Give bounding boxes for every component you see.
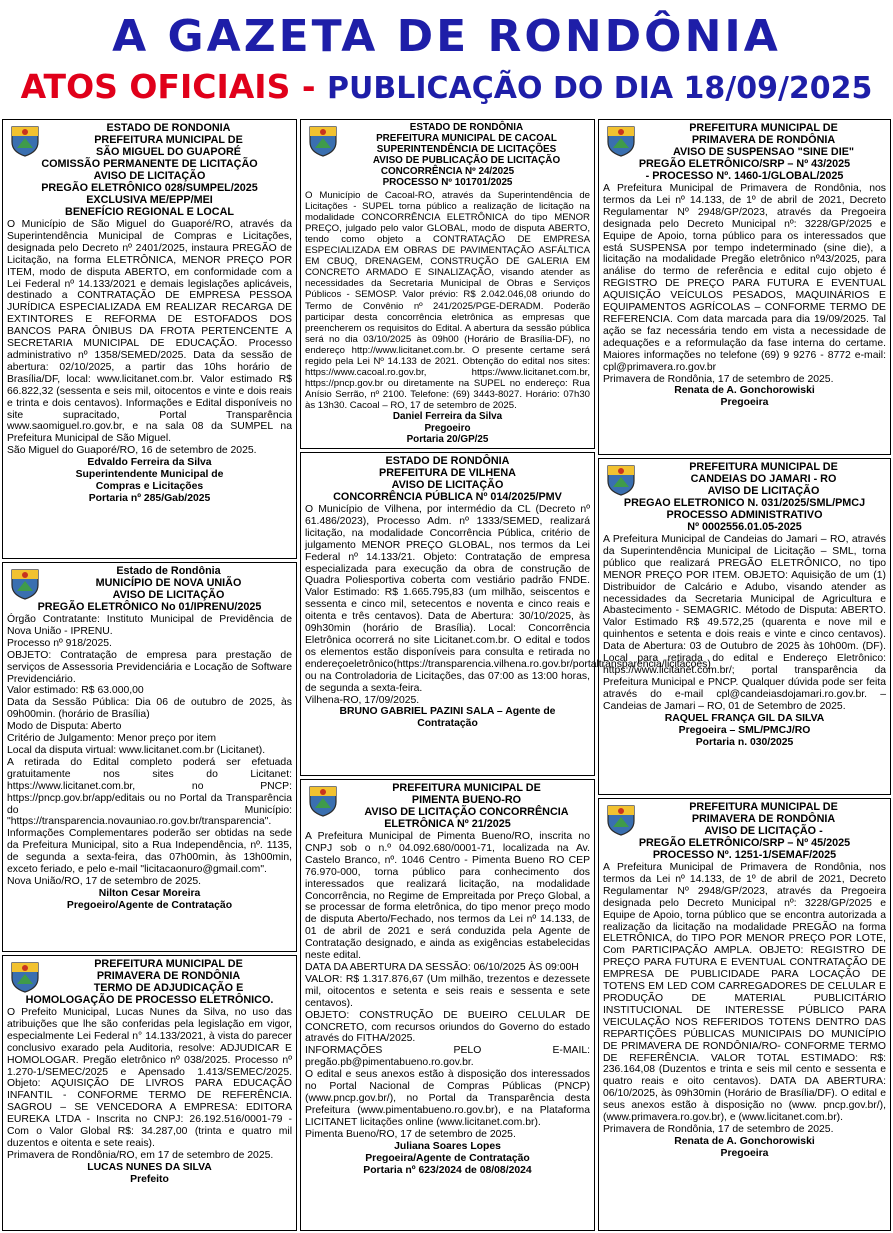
notice-paragraph: O Município de Vilhena, por intermédio da CL (Decreto nº 61.486/2023), Processo Adm. nº 1333/SEMED, realizará licitação, na modalidade Concorrência Pública, critério de julgamento MENOR PREÇO GLOBAL, nos termos da Lei Federal nº 14.133/21. Objeto: Contratação de empresa especializada para execução da obra de construção de Quadra Poliesportiva coberta com vestiário padrão FNDE. Valor Estimado: R$ 1.665.795,83 (um milhão, seiscentos e sessenta e cinco mil, setecentos e noventa e cinco reais e oitenta e três centavos). Data de Abertura: 30/10/2025, às 09h30min (horário de Brasília). Local: Concorrência Eletrônica ocorrerá no site Licitanet.com.br. O edital e todos os elementos estão disponíveis para consulta e retirada no endereçoeletrônico(https://transparencia.vilhena.ro.gov.br/portaltransparencia/licitacoes) ou na Controladoria de Licitações, das 07:00 as 13:00 horas, de segunda a sexta-feira.: [305, 504, 711, 694]
signature-line: Daniel Ferreira da Silva: [392, 411, 503, 423]
notice-paragraph: O Município de São Miguel do Guaporé/RO, através da Superintendência Municipal de Compras e Licitações, designada pelo Decreto nº 2401/2025, instaura PREGÃO de Licitação, na forma ELETRÔNICA, MENOR PREÇO POR ITEM, modo de disputa ABERTO, em conformidade com a Lei Federal nº 14.133/2021 e demais legislações aplicáveis, destinado a CONTRATAÇÃO DE EMPRESA PESSOA JURÍDICA ESPECIALIZADA EM REALIZAR RECARGA DE EXTINTORES E REFORMA DE ESTOFADOS DOS BANCOS PARA ÔNIBUS DA FROTA PERTENCENTE A SECRETARIA MUNICIPAL DE EDUCAÇÃO. Processo administrativo nº 1358/SEMED/2025. Data da sessão de abertura: 02/10/2025, a partir das 10hs horário de Brasília/DF, local: www.licitanet.com.br. Valor estimado R$ 66.822,32 (sessenta e seis mil, oitocentos e vinte e dois reais e trinta e dois centavos). Informações e Edital disponíveis no site supracitado, Portal Transparência www.saomiguel.ro.gov.br, e na sala 08 da SUMPEL na Prefeitura Municipal de São Miguel.: [7, 219, 292, 445]
notice-candeias: [598, 458, 891, 795]
notice-header-line: ESTADO DE RONDONIA: [106, 122, 231, 134]
notice-header-line: AVISO DE LICITAÇÃO: [93, 170, 206, 182]
notice-paragraph: Informações Complementares poderão ser obtidas na sede da Prefeitura Municipal, sito a Rua Independência, nº. 1135, de segunda a sexta-feira, das 07h00min, às 13h00min, exceto feriado, e pelo e-mail "licitacaonuro@gmail.com".: [7, 828, 292, 876]
notice-paragraph: VALOR: R$ 1.317.876,67 (Um milhão, trezentos e dezessete mil, oitocentos e setenta e seis reais e sessenta e sete centavos).: [305, 973, 590, 1009]
notice-header-line: PREFEITURA DE VILHENA: [379, 467, 516, 479]
notice-paragraph: DATA DA ABERTURA DA SESSÃO: 06/10/2025 ÀS 09:00H: [305, 961, 579, 973]
signature-line: Pregoeiro/Agente de Contratação: [66, 899, 233, 911]
notice-paragraph: Critério de Julgamento: Menor preço por item: [7, 733, 217, 745]
notice-body: [305, 504, 711, 706]
edition-subtitle: [0, 66, 893, 114]
notice-paragraph: Valor estimado: R$ 63.000,00: [7, 685, 144, 697]
notice-header-line: AVISO DE LICITAÇÃO -: [704, 825, 823, 837]
notice-signature: [603, 385, 886, 409]
notice-header-line: PREFEITURA MUNICIPAL DE: [689, 122, 838, 134]
notice-header-line: ESTADO DE RONDÔNIA: [385, 455, 510, 467]
notice-paragraph: Pimenta Bueno/RO, 17 de setembro de 2025.: [305, 1128, 516, 1140]
signature-line: Pregoeira: [720, 1147, 769, 1159]
notice-paragraph: O edital e seus anexos estão à disposição dos interessados no Portal Nacional de Compras Públicas (PNCP) (www.pncp.gov.br/), no Portal da Transparência desta Prefeitura (www.pimentabueno.ro.gov.br), e na Plataforma LICITANET licitações online (www.licitanet.com.br).: [305, 1069, 590, 1128]
notice-paragraph: OBJETO: Contratação de empresa para prestação de serviços de Assessoria Previdenciária e Locação de Software Previdenciário.: [7, 649, 292, 685]
notice-paragraph: Vilhena-RO, 17/09/2025.: [305, 694, 420, 706]
notice-paragraph: A Prefeitura Municipal de Primavera de Rondônia, nos termos da Lei nº 14.133, de 1º de abril de 2021, Decreto Regulamentar Nº 2948/GP/2023, através da Pregoeira designada pelo Decreto Municipal nº: 3228/GP/2025 e Equipe de Apoio, torna público para os interessados que está SUSPENSA por tempo indeterminado (sine die), a licitação na modalidade Pregão eletrônico nº43/2025, para análise do termo de referência e edital cujo objeto é REGISTRO DE PREÇO PARA FUTURA E EVENTUAL AQUISIÇÃO VEÍCULOS PESADOS, MAQUINÁRIOS E EQUIPAMENTOS AGRÍCOLAS – CONFORME TERMO DE REFERENCIA. Com data marcada para dia 19/09/2025. Tal ação se faz necessária tendo em vista a necessidade de adequações e a reformulação da fase interna do certame. Maiores informações no telefone (69) 9 9276 - 8772 e-mail: cpl@primavera.ro.gov.br: [603, 183, 886, 373]
signature-line: Renata de A. Gonchorowiski: [674, 385, 815, 397]
notice-header-line: MUNICÍPIO DE NOVA UNIÃO: [95, 577, 242, 589]
signature-line: Prefeito: [130, 1173, 169, 1185]
signature-line: Portaria nº 623/2024 de 08/08/2024: [363, 1164, 532, 1176]
notice-header-line: AVISO DE SUSPENSAO "SINE DIE": [672, 146, 855, 158]
notice-header: [7, 122, 292, 218]
notice-header-line: PROCESSO ADMINISTRATIVO: [666, 509, 823, 521]
notice-signature: [7, 1162, 292, 1186]
notice-header: [7, 958, 292, 1006]
masthead: [0, 0, 893, 118]
municipal-crest-icon: [605, 124, 637, 158]
notice-header-line: Estado de Rondônia: [116, 565, 221, 577]
notice-header-line: PRIMAVERA DE RONDÔNIA: [96, 970, 241, 982]
notice-body: [603, 183, 886, 385]
notice-pimenta-bueno: [300, 779, 595, 1231]
notice-header: [603, 122, 886, 182]
notice-header-line: HOMOLOGAÇÃO DE PROCESSO ELETRÔNICO.: [25, 994, 274, 1006]
municipal-crest-icon: [605, 803, 637, 837]
municipal-crest-icon: [9, 124, 41, 158]
notice-header-line: AVISO DE LICITAÇÃO: [707, 485, 820, 497]
notice-header-line: PREGÃO ELETRÔNICO 028/SUMPEL/2025: [41, 182, 258, 194]
notice-primavera-licitacao: [598, 798, 891, 1231]
newspaper-title: A GAZETA DE RONDÔNIA: [112, 11, 781, 62]
municipal-crest-icon: [307, 784, 339, 818]
notice-body: [603, 862, 886, 1136]
signature-line: Pregoeira: [720, 397, 769, 409]
signature-line: Compras e Licitações: [95, 481, 204, 493]
signature-line: BRUNO GABRIEL PAZINI SALA – Agente de: [339, 706, 556, 718]
notice-header-line: CANDEIAS DO JAMARI - RO: [690, 473, 837, 485]
signature-line: Juliana Soares Lopes: [394, 1140, 501, 1152]
signature-line: Renata de A. Gonchorowiski: [674, 1135, 815, 1147]
notice-header-line: PROCESSO Nº. 1251-1/SEMAF/2025: [652, 849, 837, 861]
notice-header-line: EXCLUSIVA ME/EPP/MEI: [86, 194, 213, 206]
notice-header-line: TERMO DE ADJUDICAÇÃO E: [93, 982, 244, 994]
notice-header-line: PREGAO ELETRONICO N. 031/2025/SML/PMCJ: [623, 497, 866, 509]
notice-paragraph: Data da Sessão Pública: Dia 06 de outubro de 2025, às 09h00min. (horário de Brasília): [7, 697, 292, 721]
notice-signature: [7, 888, 292, 912]
notice-signature: [603, 1136, 886, 1160]
section-label: ATOS OFICIAIS: [20, 67, 291, 106]
notice-paragraph: INFORMAÇÕES PELO E-MAIL: pregão.pb@pimentabueno.ro.gov.br.: [305, 1045, 590, 1069]
notice-paragraph: Órgão Contratante: Instituto Municipal de Previdência de Nova União - IPRENU.: [7, 614, 292, 637]
notice-signature: [305, 411, 590, 444]
notice-cacoal: [300, 119, 595, 449]
notice-header-line: ESTADO DE RONDÔNIA: [409, 122, 524, 133]
notice-header-line: AVISO DE LICITAÇÃO CONCORRÊNCIA: [364, 806, 569, 818]
notice-header: [603, 461, 886, 533]
notice-header-line: SUPERINTENDÊNCIA DE LICITAÇÕES: [376, 144, 557, 156]
notice-header-line: PROCESSO Nº 101701/2025: [382, 177, 513, 189]
notice-header-line: PREFEITURA MUNICIPAL DE: [94, 958, 243, 970]
notice-header-line: - PROCESSO Nº. 1460-1/GLOBAL/2025: [645, 170, 844, 182]
signature-line: Portaria 20/GP/25: [406, 433, 489, 445]
notice-header-line: PREGÃO ELETRÔNICO/SRP – Nº 43/2025: [638, 158, 851, 170]
notice-signature: [305, 706, 590, 730]
notice-signature: [603, 713, 886, 749]
notice-primavera-suspensao: [598, 119, 891, 455]
notice-header-line: PREFEITURA MUNICIPAL DE: [392, 782, 541, 794]
notice-header-line: SÃO MIGUEL DO GUAPORÉ: [96, 146, 241, 158]
notice-nova-uniao: [2, 562, 297, 952]
notice-body: [7, 219, 292, 457]
notice-paragraph: A retirada do Edital completo poderá ser efetuada gratuitamente nos sites do Licitanet: https://www.licitanet.com.br, no PNCP: https://pncp.gov.br/app/editais ou no Portal da Transparência do Município: "https://transparencia.novauniao.ro.gov.br/transparencia".: [7, 756, 292, 828]
notice-body: [305, 831, 590, 1141]
notice-paragraph: Local da disputa virtual: www.licitanet.com.br (Licitanet).: [7, 744, 266, 756]
notice-header-line: BENEFÍCIO REGIONAL E LOCAL: [65, 206, 234, 218]
notice-vilhena: [300, 452, 711, 776]
signature-line: Edvaldo Ferreira da Silva: [87, 457, 212, 469]
notice-header-line: CONCORRÊNCIA Nº 24/2025: [380, 166, 515, 178]
notice-header-line: AVISO DE LICITAÇÃO: [112, 589, 225, 601]
notice-header: [305, 455, 590, 503]
notice-paragraph: Primavera de Rondônia/RO, em 17 de setembro de 2025.: [7, 1149, 274, 1161]
notice-header-line: AVISO DE PUBLICAÇÃO DE LICITAÇÃO: [372, 155, 561, 167]
notice-header-line: AVISO DE LICITAÇÃO: [391, 479, 504, 491]
signature-line: Superintendente Municipal de: [75, 469, 224, 481]
notice-header-line: PREFEITURA MUNICIPAL DE: [689, 461, 838, 473]
signature-line: Nilton Cesar Moreira: [98, 887, 201, 899]
notice-paragraph: A Prefeitura Municipal de Primavera de Rondônia, nos termos da Lei nº 14.133, de 1º de abril de 2021, Decreto Regulamentar Nº 2948/GP/2023, através da Pregoeira designada pelo Decreto Municipal nº: 3228/GP/2025 e Equipe de Apoio, torna público que se encontra autorizada a realização da licitação na modalidade PREGÃO na forma ELETRÔNICA, do TIPO POR MENOR PREÇO POR LOTE, Com PARTICIPAÇÃO AMPLA. OBJETO: REGISTRO DE PREÇO PARA FUTURA E EVENTUAL CONTRATAÇÃO DE EMPRESA DE PUBLICIDADE PARA LOCAÇÃO DE TOTENS EM LED COM CARREGADORES DE CELULAR E PRODUÇÃO DE MATERIAL PUBLICITÁRIO INSTITUCIONAL DE INTERESSE PÚBLICO PARA VEICULAÇÃO NOS REFERIDOS TOTENS DENTRO DAS REPARTIÇÕES PÚBLICAS MUNICIPAIS DO MUNICÍPIO DE PRIMAVERA DE RONDÔNIA/RO- CONFORME TERMO DE REFERÊNCIA. VALOR TOTAL ESTIMADO: R$: 236.164,08 (Duzentos e trinta e seis mil cento e sessenta e quatro reais e oito centavos). DATA DA ABERTURA: 06/10/2025, às 09h30min (Horário de Brasília/DF). O edital e seus anexos estão à disposição no (www. pncp.gov.br/), (www.primavera.ro.gov.br), e (www.licitanet.com.br).: [603, 862, 886, 1124]
notice-paragraph: Primavera de Rondônia, 17 de setembro de 2025.: [603, 1123, 834, 1135]
notice-header-line: ELETRÔNICA Nº 21/2025: [384, 818, 511, 830]
notice-header-line: PREGÃO ELETRÔNICO No 01/IPRENU/2025: [37, 601, 262, 613]
municipal-crest-icon: [605, 463, 637, 497]
notice-paragraph: O Município de Cacoal-RO, através da Superintendência de Licitações - SUPEL torna público a realização de licitação na modalidade CONCORRÊNCIA ELETRÔNICA do tipo MENOR PREÇO, julgado pelo valor GLOBAL, modo de disputa ABERTO, tendo como objeto a CONTRATAÇÃO DE EMPRESA ESPECIALIZADA EM OBRAS DE PAVIMENTAÇÃO ASFÁLTICA EM CBUQ, DRENAGEM, CONSTRUÇÃO DE GALERIA EM CONCRETO ARMADO E SINALIZAÇÃO, visando atender as necessidades da Secretaria Municipal de Obras e Serviços Públicos - SEMOSP. Valor prévio: R$ 2.042.046,08 oriundo do Termo de Convênio nº 241/2025/PGE-DERADM. Poderão participar desta concorrência eletrônica as empresas que preencherem os requisitos do Edital. A abertura da sessão pública será no dia 03/10/2025 às 09h00 (Horário de Brasília-DF), no endereço http://www.licitanet.com.br. O presente certame será regido pela Lei Nº 14.133 de 2021. Obtenção do edital nos sites: https://www.cacoal.ro.gov.br, https://www.licitanet.com.br, https://pncp.gov.br ou diretamente na SUPEL no endereço: Rua Anísio Serrão, nº 2100. Telefone: (69) 3443-8027. Horário: 07h30 às 13h30. Cacoal – RO, 17 de setembro de 2025.: [305, 189, 590, 412]
signature-line: Contratação: [417, 718, 478, 730]
notice-paragraph: A Prefeitura Municipal de Candeias do Jamari – RO, através da Superintendência Municipal de Licitação – SML, torna público que realizará PREGÃO ELETRÔNICO, no tipo MENOR PREÇO POR ITEM. OBJETO: Aquisição de um (1) Distribuidor de Calcário e Adubo, visando atender as necessidades da Secretaria Municipal de Agricultura e Abastecimento - SEMAGRIC. Método de Disputa: ABERTO. Valor Estimado R$ 49.572,25 (quarenta e nove mil e quinhentos e setenta e dois reais e vinte e cinco centavos). Data de Abertura: 03 de Outubro de 2025 às 10h00m. (DF). Local para retirada do edital e Endereço Eletrônico: https://www.licitanet.com.br/; portal transparência da Prefeitura Municipal e PNCP. Qualquer dúvida pode ser feita através do e-mail cpl@candeiasdojamari.ro.gov.br. – Candeias de Jamari – RO, 01 de Setembro de 2025.: [603, 534, 886, 712]
signature-line: Pregoeira/Agente de Contratação: [365, 1152, 530, 1164]
notice-header: [305, 782, 590, 830]
subtitle-separator: -: [290, 67, 328, 106]
notice-header-line: PIMENTA BUENO-RO: [411, 794, 522, 806]
signature-line: LUCAS NUNES DA SILVA: [87, 1161, 212, 1173]
notice-header: [305, 122, 590, 189]
signature-line: Portaria nº 285/Gab/2025: [88, 493, 211, 505]
publication-date: PUBLICAÇÃO DO DIA 18/09/2025: [327, 71, 873, 106]
notice-header-line: PREFEITURA MUNICIPAL DE CACOAL: [376, 133, 557, 145]
notice-body: [603, 534, 886, 713]
notice-body: [7, 1007, 292, 1162]
notice-header-line: Nº 0002556.01.05-2025: [687, 521, 802, 533]
notice-sao-miguel: [2, 119, 297, 559]
notice-paragraph: Primavera de Rondônia, 17 de setembro de 2025.: [603, 373, 834, 385]
notice-body: [305, 190, 590, 412]
notice-header-line: PRIMAVERA DE RONDÔNIA: [691, 813, 836, 825]
notice-paragraph: Modo de Disputa: Aberto: [7, 721, 122, 733]
signature-line: Pregoeira – SML/PMCJ/RO: [678, 724, 811, 736]
notice-header-line: PREGÃO ELETRÔNICO/SRP – Nº 45/2025: [638, 837, 851, 849]
notice-header-line: CONCORRÊNCIA PÚBLICA Nº 014/2025/PMV: [333, 491, 562, 503]
municipal-crest-icon: [9, 960, 41, 994]
notice-signature: [7, 457, 292, 505]
notice-paragraph: São Miguel do Guaporé/RO, 16 de setembro de 2025.: [7, 445, 257, 457]
notice-body: [7, 614, 292, 888]
notice-primavera-homologacao: [2, 955, 297, 1231]
municipal-crest-icon: [9, 567, 41, 601]
notice-paragraph: O Prefeito Municipal, Lucas Nunes da Silva, no uso das atribuições que lhe são conferidas pela legislação em vigor, especialmente Lei Federal n° 14.133/2021, à vista do parecer conclusivo exarado pela Auditoria, resolve: ADJUDICAR E HOMOLOGAR. Pregão eletrônico nº 038/2025. Processo nº 1.270-1/SEMEC/2025 e Apensado 1.413/SEMEC/2025. Objeto: AQUISIÇÃO DE LIVROS PARA EDUCAÇÃO INFANTIL - CONFORME TERMO DE REFERÊNCIA. SAGROU – SE VENCEDORA A EMPRESA: EDITORA EUREKA LTDA - Inscrita no CNPJ: 26.192.516/0001-79 - Com o Valor Global R$: 34.287,00 (trinta e quatro mil duzentos e oitenta e sete reais).: [7, 1007, 292, 1149]
notice-paragraph: Nova União/RO, 17 de setembro de 2025.: [7, 875, 202, 887]
notice-header-line: PREFEITURA MUNICIPAL DE: [94, 134, 243, 146]
notice-paragraph: Processo nº 918/2025.: [7, 637, 112, 649]
notice-signature: [305, 1141, 590, 1177]
notice-header-line: COMISSÃO PERMANENTE DE LICITAÇÃO: [41, 158, 258, 170]
notice-paragraph: OBJETO: CONSTRUÇÃO DE BUEIRO CELULAR DE CONCRETO, com recursos oriundos do Governo do estado através do FITHA/2025.: [305, 1009, 590, 1045]
notice-header-line: PREFEITURA MUNICIPAL DE: [689, 801, 838, 813]
municipal-crest-icon: [307, 124, 339, 158]
signature-line: Portaria n. 030/2025: [695, 736, 794, 748]
notice-header: [7, 565, 292, 613]
notice-header-line: PRIMAVERA DE RONDÔNIA: [691, 134, 836, 146]
signature-line: RAQUEL FRANÇA GIL DA SILVA: [664, 712, 825, 724]
notice-header: [603, 801, 886, 861]
signature-line: Pregoeiro: [424, 422, 471, 434]
notice-paragraph: A Prefeitura Municipal de Pimenta Bueno/RO, inscrita no CNPJ sob o n.º 04.092.680/0001-71, localizada na Av. Castelo Branco, nº. 1046 Centro - Pimenta Bueno RO CEP 76.970-000, torna público para conhecimento dos interessados que realizará licitação, na modalidade Concorrência, no Regime de Empreitada por Preço Global, a se processar de forma eletrônica, do tipo menor preço modo de disputa Aberto/Fechado, nos termos da Lei nº 14.133, de 01 de abril de 2021 e será conduzida pela Agente de Contratação designado, e ainda as exigências estabelecidas neste edital.: [305, 831, 590, 962]
